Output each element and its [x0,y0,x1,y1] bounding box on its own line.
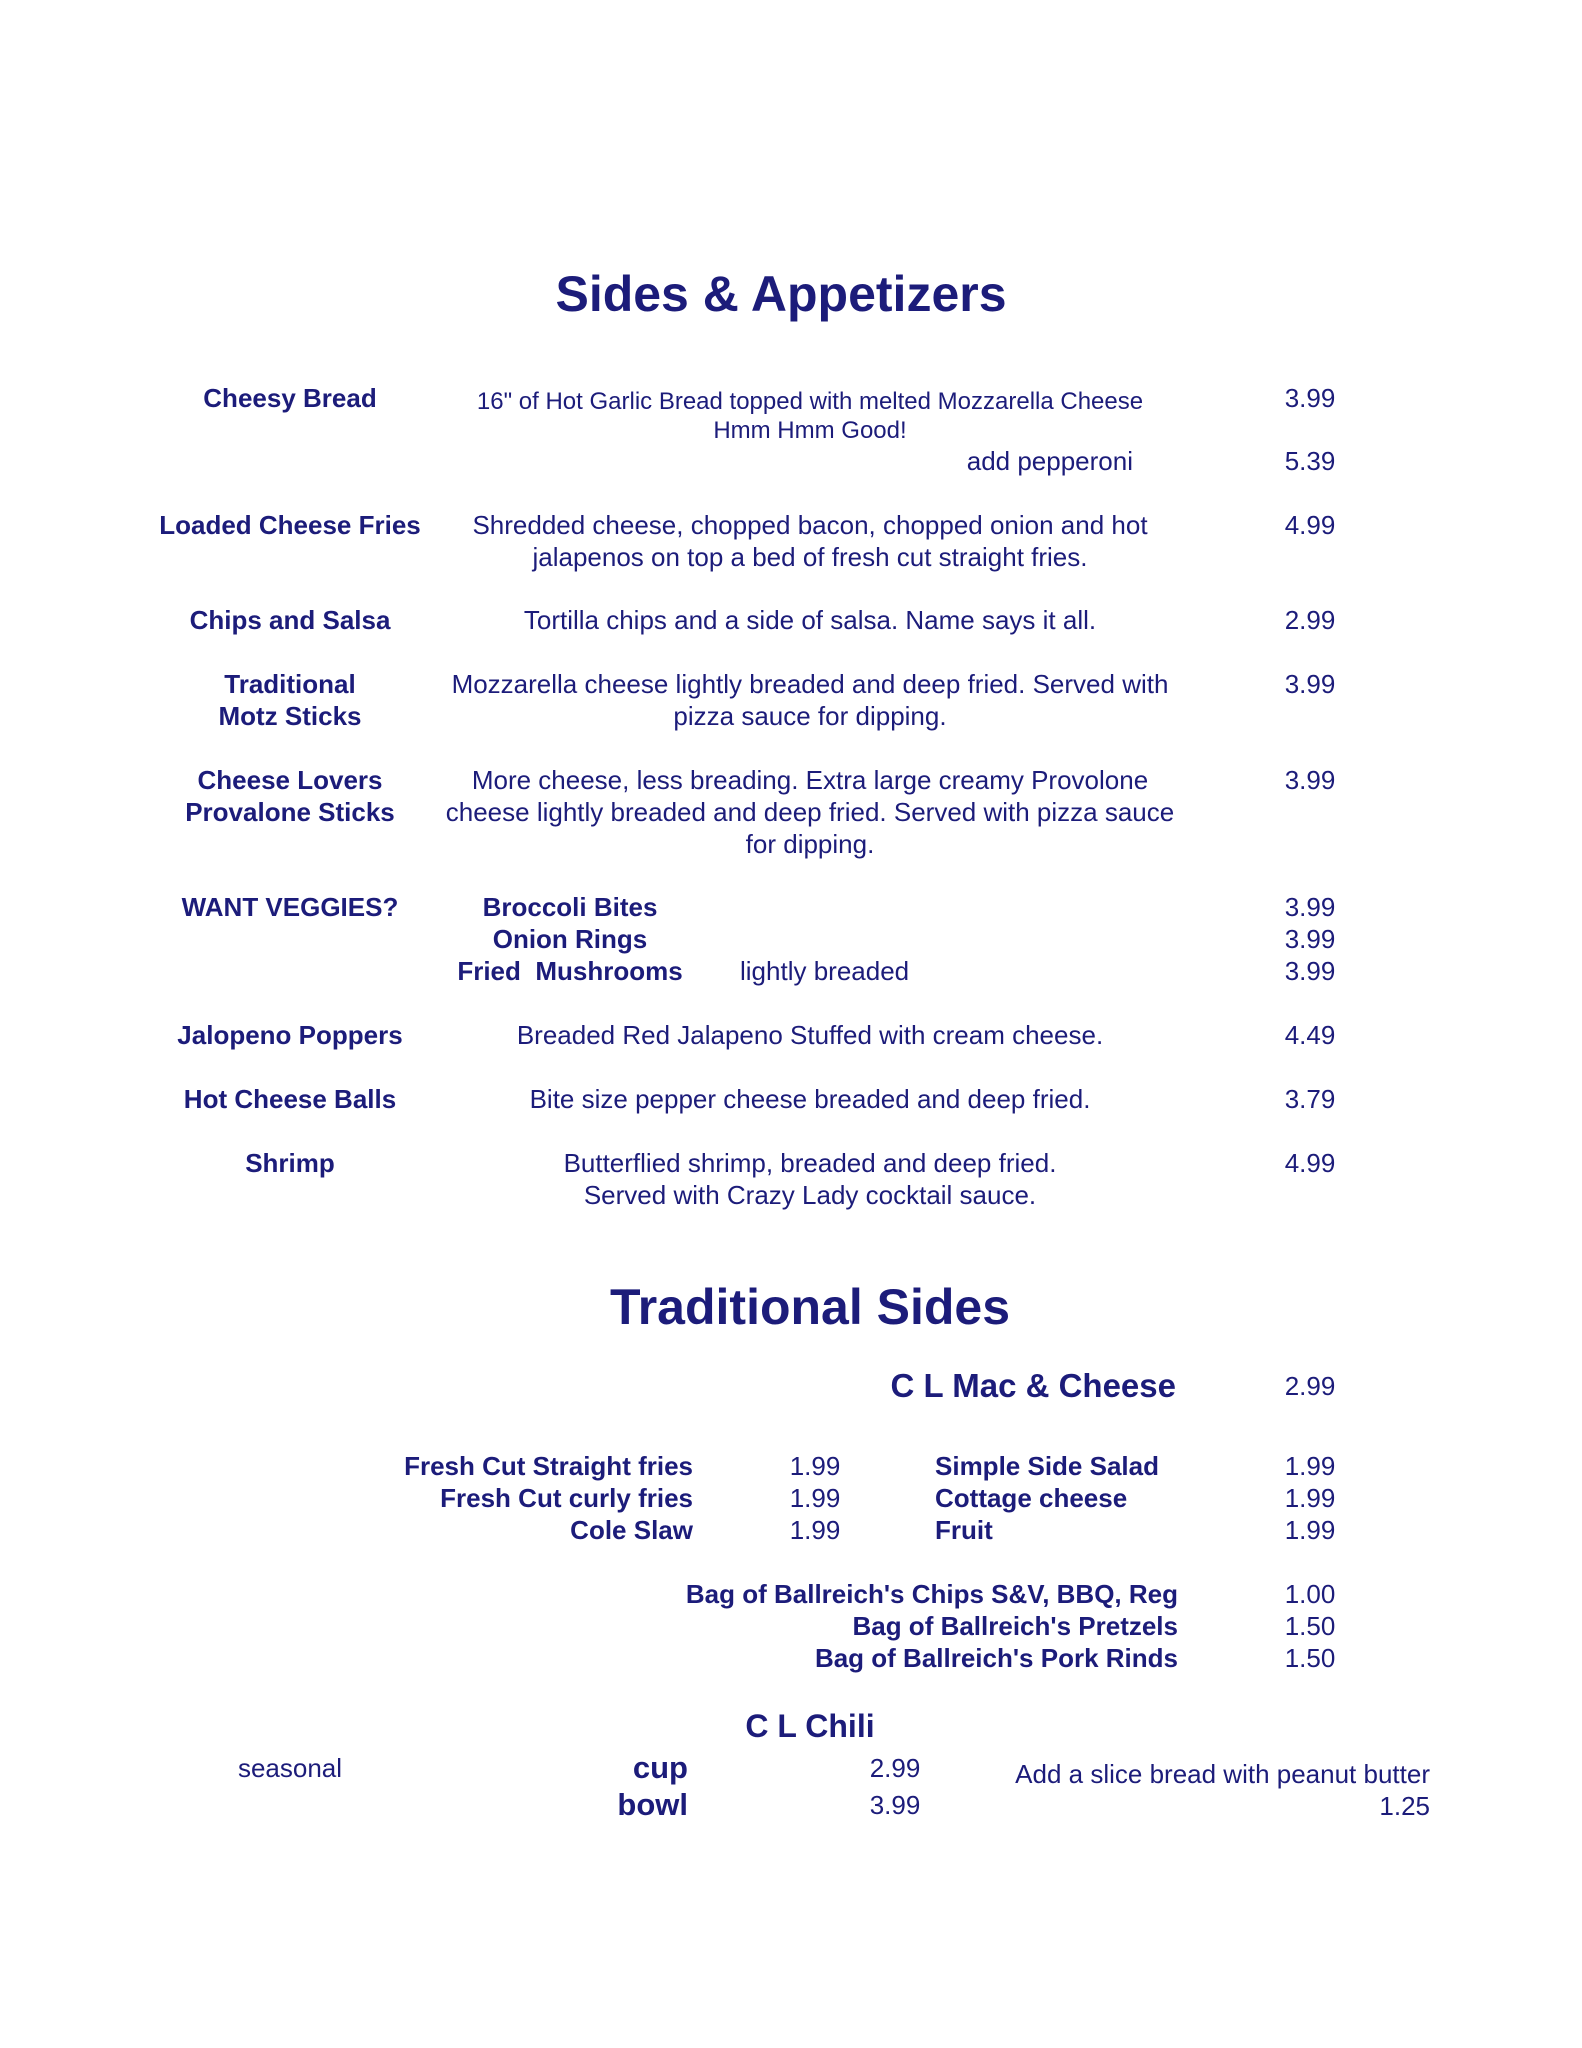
mac-cheese-name: C L Mac & Cheese [890,1367,1176,1404]
section-title-traditional: Traditional Sides [609,1279,1011,1335]
side-name-straight-fries: Fresh Cut Straight fries [404,1451,693,1481]
side-name-curly-fries: Fresh Cut curly fries [440,1483,693,1513]
side-price-cole-slaw: 1.99 [789,1515,841,1545]
mac-cheese-price: 2.99 [1284,1371,1336,1401]
side-name-cottage-cheese: Cottage cheese [935,1483,1128,1513]
side-price-curly-fries: 1.99 [789,1483,841,1513]
item-addon-pepperoni: add pepperoni [966,446,1133,476]
item-desc-cheese-balls: Bite size pepper cheese breaded and deep fried. [529,1084,1091,1114]
item-name-chips-salsa: Chips and Salsa [189,605,391,635]
item-desc-loaded-fries-1: Shredded cheese, chopped bacon, chopped onion and hot [472,510,1148,540]
item-price-motz-sticks: 3.99 [1284,669,1336,699]
item-desc-shrimp-1: Butterflied shrimp, breaded and deep fried. [563,1148,1057,1178]
item-addon-pepperoni-price: 5.39 [1284,446,1336,476]
item-price-poppers: 4.49 [1284,1020,1336,1050]
item-name-motz-sticks-1: Traditional [224,669,356,699]
item-name-shrimp: Shrimp [245,1148,335,1178]
bag-price-pork-rinds: 1.50 [1284,1643,1336,1673]
item-desc-provalone-1: More cheese, less breading. Extra large creamy Provolone [471,765,1149,795]
item-desc-chips-salsa: Tortilla chips and a side of salsa. Name says it all. [523,605,1097,635]
item-desc-provalone-2: cheese lightly breaded and deep fried. Served with pizza sauce [445,797,1175,827]
item-desc-provalone-3: for dipping. [745,829,875,859]
chili-title: C L Chili [745,1708,875,1744]
veggie-price-mushrooms: 3.99 [1284,956,1336,986]
item-price-provalone: 3.99 [1284,765,1336,795]
side-name-side-salad: Simple Side Salad [935,1451,1159,1481]
veggie-price-broccoli: 3.99 [1284,892,1336,922]
veggie-name-broccoli: Broccoli Bites [482,892,658,922]
side-price-fruit: 1.99 [1284,1515,1336,1545]
bag-price-pretzels: 1.50 [1284,1611,1336,1641]
item-desc-cheesy-bread-2: Hmm Hmm Good! [713,417,907,444]
item-price-cheese-balls: 3.79 [1284,1084,1336,1114]
item-name-motz-sticks-2: Motz Sticks [218,701,362,731]
item-desc-motz-sticks-1: Mozzarella cheese lightly breaded and deep fried. Served with [451,669,1169,699]
item-desc-poppers: Breaded Red Jalapeno Stuffed with cream cheese. [516,1020,1104,1050]
item-desc-motz-sticks-2: pizza sauce for dipping. [673,701,947,731]
veggie-price-onion-rings: 3.99 [1284,924,1336,954]
bag-name-pork-rinds: Bag of Ballreich's Pork Rinds [814,1643,1178,1673]
chili-addon-price: 1.25 [1379,1791,1430,1821]
item-desc-shrimp-2: Served with Crazy Lady cocktail sauce. [583,1180,1037,1210]
item-name-cheesy-bread: Cheesy Bread [203,383,377,413]
chili-bowl-label: bowl [617,1787,688,1822]
side-price-cottage-cheese: 1.99 [1284,1483,1336,1513]
item-name-cheese-balls: Hot Cheese Balls [183,1084,397,1114]
item-name-loaded-fries: Loaded Cheese Fries [159,510,421,540]
item-name-poppers: Jalopeno Poppers [177,1020,403,1050]
item-price-shrimp: 4.99 [1284,1148,1336,1178]
chili-bowl-price: 3.99 [869,1790,921,1820]
chili-addon-text: Add a slice bread with peanut butter [1015,1759,1430,1789]
veggie-note-mushrooms: lightly breaded [740,956,910,986]
side-name-fruit: Fruit [935,1515,993,1545]
item-price-cheesy-bread: 3.99 [1284,383,1336,413]
veggie-name-mushrooms: Fried Mushrooms [457,956,683,986]
bag-name-chips: Bag of Ballreich's Chips S&V, BBQ, Reg [685,1579,1178,1609]
bag-name-pretzels: Bag of Ballreich's Pretzels [852,1611,1178,1641]
item-price-loaded-fries: 4.99 [1284,510,1336,540]
item-desc-loaded-fries-2: jalapenos on top a bed of fresh cut straight fries. [532,542,1088,572]
chili-cup-price: 2.99 [869,1753,921,1783]
item-price-chips-salsa: 2.99 [1284,605,1336,635]
item-name-provalone-2: Provalone Sticks [185,797,395,827]
item-desc-cheesy-bread-1: 16" of Hot Garlic Bread topped with melted Mozzarella Cheese [476,388,1144,415]
item-name-provalone-1: Cheese Lovers [197,765,383,795]
section-title-sides: Sides & Appetizers [555,266,1007,322]
chili-cup-label: cup [632,1750,688,1785]
bag-price-chips: 1.00 [1284,1579,1336,1609]
veggies-heading: WANT VEGGIES? [181,892,399,922]
veggie-name-onion-rings: Onion Rings [492,924,648,954]
side-price-side-salad: 1.99 [1284,1451,1336,1481]
chili-seasonal: seasonal [237,1753,343,1783]
side-price-straight-fries: 1.99 [789,1451,841,1481]
side-name-cole-slaw: Cole Slaw [570,1515,693,1545]
